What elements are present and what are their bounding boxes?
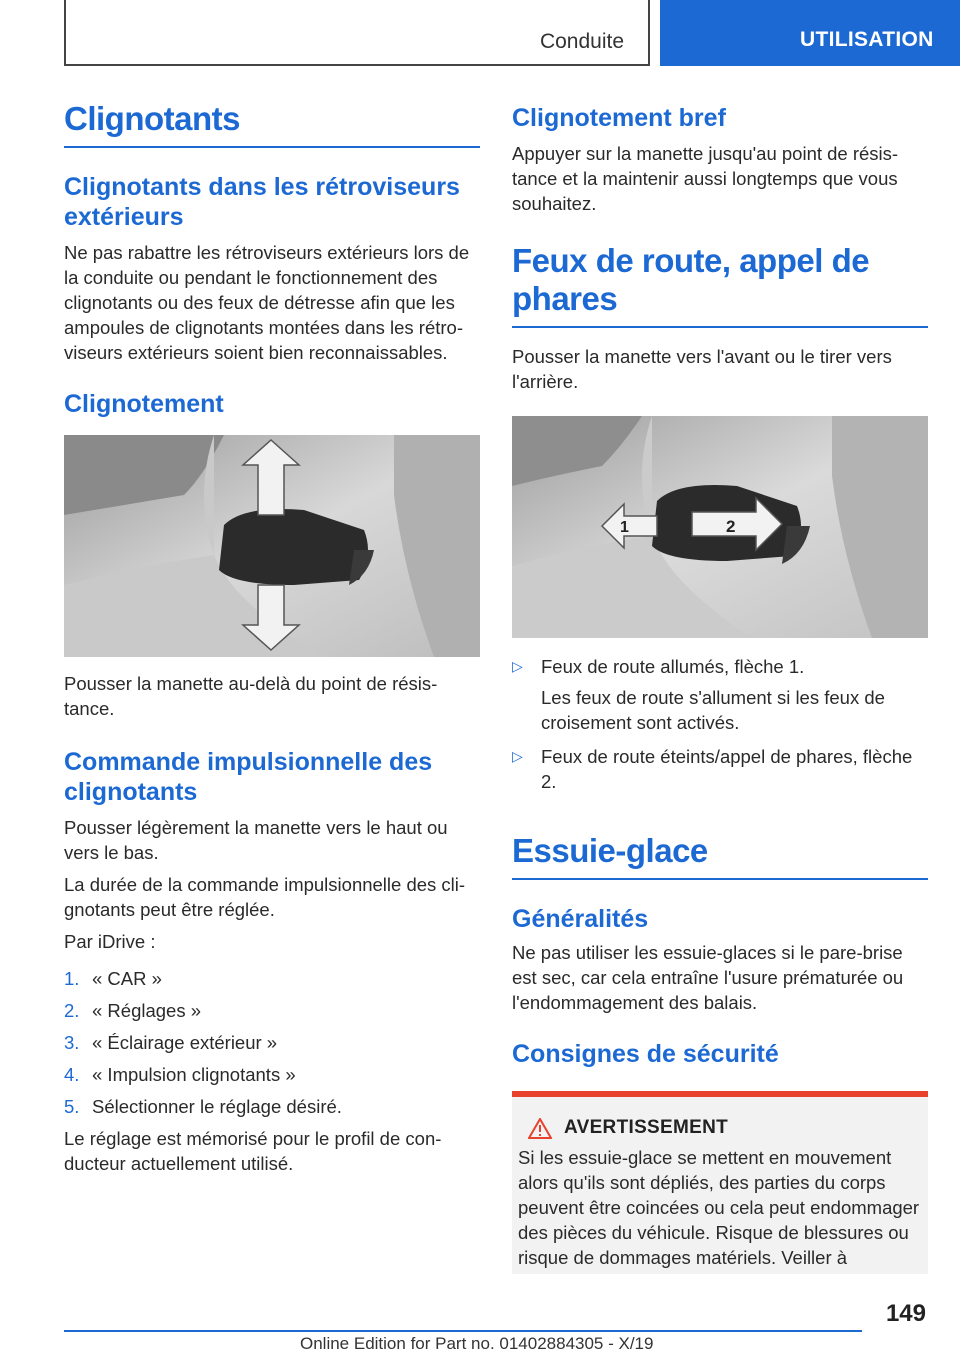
high-beam-lever-image (512, 416, 928, 638)
warning-title: AVERTISSEMENT (564, 1117, 729, 1138)
right-column (512, 100, 928, 1274)
list-item: 2. « Réglages » (64, 1000, 202, 1021)
header-chapter-box (660, 0, 960, 66)
list-item: 1. « CAR » (64, 968, 162, 989)
text-feux-de-route: Pousser la manette vers l'avant ou le tirer vers l'arrière. (512, 346, 892, 392)
subtitle-clignotement-bref: Clignotement bref (512, 104, 726, 132)
subtitle-consignes: Consignes de sécurité (512, 1040, 779, 1068)
high-beam-bullets (512, 654, 928, 794)
turn-signal-lever-image (64, 435, 480, 657)
svg-text:2: 2 (726, 517, 736, 536)
subtitle-commande-impulsionnelle: Commande impulsionnelle des clignotants (64, 748, 433, 806)
title-essuie-glace: Essuie-glace (512, 832, 928, 880)
title-feux-de-route: Feux de route, appel de phares (512, 242, 928, 328)
subtitle-retroviseurs: Clignotants dans les rétroviseurs extérieurs (64, 173, 460, 231)
page-number: 149 (885, 1300, 926, 1327)
text-memorise: Le réglage est mémorisé pour le profil de conducteur actuellement utilisé. (64, 1128, 442, 1174)
text-impulsion-1: Pousser légèrement la manette vers le haut ou vers le bas. (64, 817, 448, 863)
warning-box (512, 1091, 928, 1274)
text-generalites: Ne pas utiliser les essuie-glaces si le pare-brise est sec, car cela entraîne l'usure prématurée ou l'endommagement des balais. (512, 942, 904, 1013)
list-item: ▷ Feux de route allumés, flèche 1. Les feux de route s'allument si les feux de croisement sont activés. (512, 656, 885, 733)
idrive-steps-list (64, 966, 480, 1119)
text-idrive: Par iDrive : (64, 931, 156, 952)
header-section-box (64, 0, 650, 66)
list-item: ▷ Feux de route éteints/appel de phares, flèche 2. (512, 746, 913, 792)
triangle-bullet-icon: ▷ (512, 748, 523, 764)
left-column (64, 100, 480, 1176)
footer-edition: Online Edition for Part no. 01402884305 - X/19 (300, 1334, 654, 1353)
header-section-title: Conduite (539, 30, 624, 53)
text-impulsion-2: La durée de la commande impulsionnelle des clignotants peut être réglée. (64, 874, 466, 920)
warning-triangle-icon (528, 1118, 552, 1139)
subtitle-generalites: Généralités (512, 905, 649, 933)
text-retroviseurs: Ne pas rabattre les rétroviseurs extérieurs lors de la conduite ou pendant le fonctionnement des clignotants ou des feux de détresse afin que les ampoules de clignotants montées dans les rétroviseurs extérieurs soient bien reconnaissables. (64, 242, 470, 363)
footer-divider (64, 1330, 862, 1332)
list-item: 4. « Impulsion clignotants » (64, 1064, 296, 1085)
text-clignotement-bref: Appuyer sur la manette jusqu'au point de résistance et la maintenir aussi longtemps que vous souhaitez. (512, 143, 899, 214)
header-chapter-title: UTILISATION (800, 28, 934, 51)
title-clignotants: Clignotants (64, 100, 480, 148)
text-clignotement: Pousser la manette au-delà du point de résistance. (64, 673, 438, 719)
subtitle-clignotement: Clignotement (64, 390, 224, 418)
warning-text: Si les essuie-glace se mettent en mouvement alors qu'ils sont dépliés, des parties du corps peuvent être coincées ou cela peut endommager des pièces du véhicule. Risque de blessures ou risque de dommages matériels. Veiller à (518, 1147, 920, 1268)
triangle-bullet-icon: ▷ (512, 658, 523, 674)
list-item: 3. « Éclairage extérieur » (64, 1032, 278, 1053)
list-item: 5. Sélectionner le réglage désiré. (64, 1096, 342, 1117)
svg-text:1: 1 (620, 519, 629, 536)
